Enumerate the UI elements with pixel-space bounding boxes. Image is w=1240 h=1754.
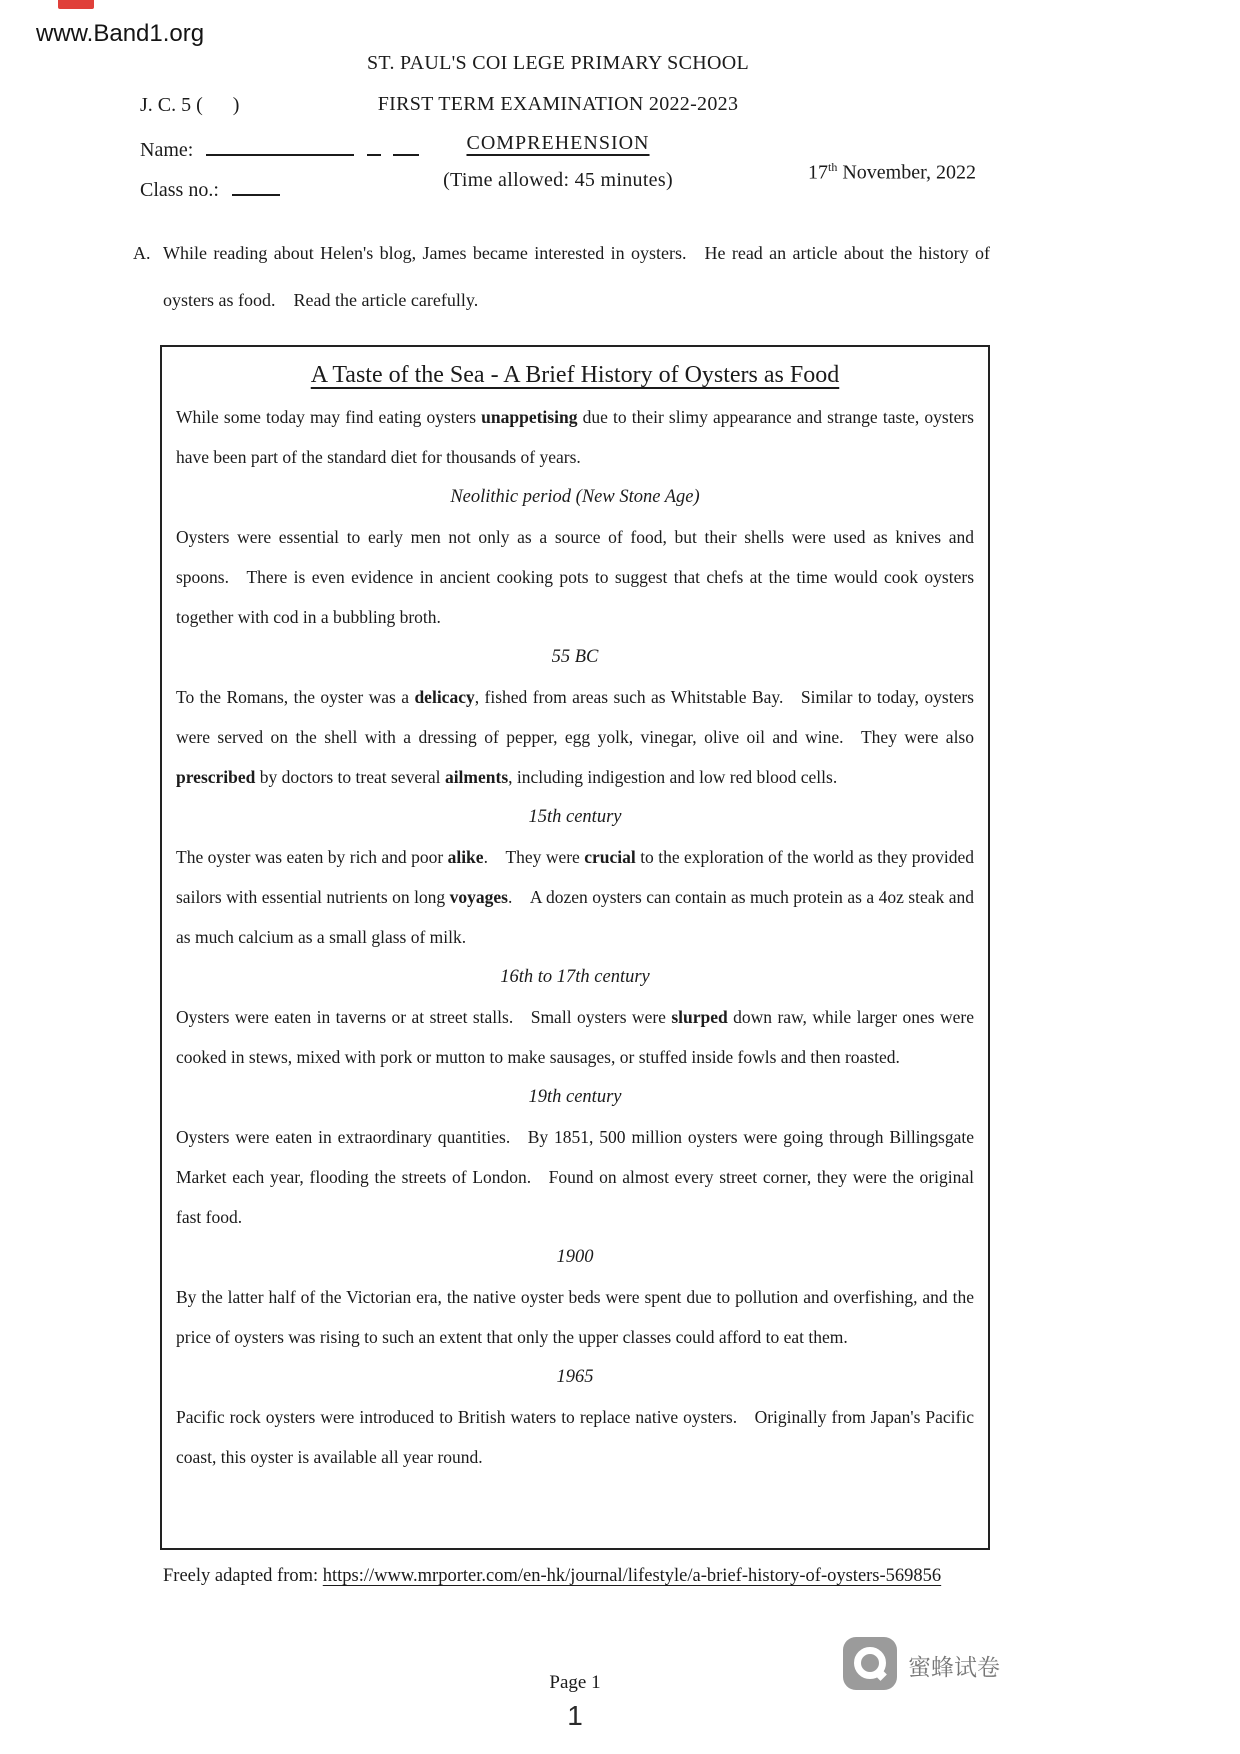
bee-logo-label: 蜜蜂试卷 bbox=[908, 1654, 1000, 1680]
article-section-heading: 55 BC bbox=[551, 647, 599, 667]
article-paragraph bbox=[176, 397, 974, 477]
exam-date bbox=[808, 160, 976, 185]
time-allowed: (Time allowed: 45 minutes) bbox=[443, 169, 673, 191]
bold-term: voyages bbox=[449, 887, 508, 907]
text-run: . A dozen oysters can contain as much protein as a 4oz steak and as much calcium as a small glass of milk. bbox=[176, 887, 974, 947]
name-blank-dash bbox=[367, 136, 381, 156]
class-line: J. C. 5 ( ) bbox=[140, 94, 240, 116]
exam-date-rest: November, 2022 bbox=[837, 161, 976, 184]
section-a-label: A. bbox=[133, 243, 151, 263]
class-no-blank-line bbox=[232, 176, 280, 196]
page-number: 1 bbox=[567, 1700, 583, 1731]
article-section-heading: 16th to 17th century bbox=[500, 967, 650, 987]
article-box bbox=[160, 345, 990, 1550]
name-field-row bbox=[140, 136, 419, 162]
text-run: To the Romans, the oyster was a bbox=[176, 687, 415, 707]
exam-subject: COMPREHENSION bbox=[466, 132, 650, 154]
article-paragraph bbox=[176, 1397, 974, 1477]
text-run: . They were bbox=[483, 847, 585, 867]
page-label: Page 1 bbox=[549, 1672, 601, 1693]
section-a-text: While reading about Helen's blog, James became interested in oysters. He read an article about the history of oysters as food. Read the article carefully. bbox=[163, 243, 990, 310]
name-blank-line bbox=[206, 136, 354, 156]
article-section-heading: 1965 bbox=[556, 1367, 594, 1387]
text-run: Pacific rock oysters were introduced to British waters to replace native oysters. Originally from Japan's Pacific coast, this oyster is available all year round. bbox=[176, 1407, 974, 1467]
watermark-url: www.Band1.org bbox=[36, 20, 205, 47]
bold-term: unappetising bbox=[481, 407, 578, 427]
red-scan-mark bbox=[58, 0, 94, 9]
section-a-instruction bbox=[133, 230, 990, 324]
text-run: Oysters were eaten in taverns or at street stalls. Small oysters were bbox=[176, 1007, 672, 1027]
exam-date-day: 17 bbox=[808, 161, 828, 184]
bold-term: crucial bbox=[584, 847, 636, 867]
article-section-heading: Neolithic period (New Stone Age) bbox=[450, 487, 700, 507]
text-run: Oysters were eaten in extraordinary quantities. By 1851, 500 million oysters were going through Billingsgate Market each year, flooding the streets of London. Found on almost every street corner, they were the original fast food. bbox=[176, 1127, 974, 1227]
school-name: ST. PAUL'S COI LEGE PRIMARY SCHOOL bbox=[366, 52, 749, 74]
text-run: While some today may find eating oysters bbox=[176, 407, 482, 427]
exam-date-ordinal: th bbox=[828, 160, 838, 174]
source-attribution bbox=[163, 1566, 993, 1587]
source-prefix: Freely adapted from: bbox=[163, 1566, 323, 1586]
text-run: The oyster was eaten by rich and poor bbox=[176, 847, 448, 867]
text-run: Oysters were essential to early men not only as a source of food, but their shells were used as knives and spoons. There is even evidence in ancient cooking pots to suggest that chefs at the time would cook oysters together with cod in a bubbling broth. bbox=[176, 527, 974, 627]
article-paragraph bbox=[176, 837, 974, 957]
class-no-label: Class no.: bbox=[140, 179, 219, 201]
text-run: to the exploration of the world as they provided sailors with essential nutrients on long bbox=[176, 847, 974, 907]
name-blank-dash2 bbox=[393, 136, 419, 156]
text-run: down raw, while larger ones were cooked in stews, mixed with pork or mutton to make sausages, or stuffed inside fowls and then roasted. bbox=[176, 1007, 974, 1067]
article-body bbox=[176, 397, 974, 1477]
article-paragraph bbox=[176, 1117, 974, 1237]
exam-title: FIRST TERM EXAMINATION 2022-2023 bbox=[377, 93, 739, 115]
source-url: https://www.mrporter.com/en-hk/journal/lifestyle/a-brief-history-of-oysters-569856 bbox=[322, 1566, 942, 1586]
name-label: Name: bbox=[140, 139, 194, 161]
class-no-field-row bbox=[140, 176, 280, 202]
bold-term: slurped bbox=[671, 1007, 728, 1027]
bold-term: prescribed bbox=[176, 767, 256, 787]
bold-term: ailments bbox=[444, 767, 509, 787]
article-section-heading: 1900 bbox=[556, 1247, 594, 1267]
article-paragraph bbox=[176, 997, 974, 1077]
article-section-heading: 19th century bbox=[528, 1087, 622, 1107]
text-run: By the latter half of the Victorian era, the native oyster beds were spent due to pollution and overfishing, and the price of oysters was rising to such an extent that only the upper classes could afford to eat them. bbox=[176, 1287, 974, 1347]
article-paragraph bbox=[176, 1277, 974, 1357]
text-run: , including indigestion and low red blood cells. bbox=[508, 767, 838, 787]
bold-term: delicacy bbox=[414, 687, 475, 707]
text-run: by doctors to treat several bbox=[255, 767, 445, 787]
bold-term: alike bbox=[447, 847, 484, 867]
article-paragraph bbox=[176, 677, 974, 797]
article-section-heading: 15th century bbox=[528, 807, 622, 827]
article-title: A Taste of the Sea - A Brief History of Oysters as Food bbox=[310, 362, 840, 388]
text-run: , fished from areas such as Whitstable Bay. Similar to today, oysters were served on the shell with a dressing of pepper, egg yolk, vinegar, olive oil and wine. They were also bbox=[176, 687, 974, 747]
text-run: due to their slimy appearance and strange taste, oysters have been part of the standard diet for thousands of years. bbox=[176, 407, 974, 467]
article-paragraph bbox=[176, 517, 974, 637]
